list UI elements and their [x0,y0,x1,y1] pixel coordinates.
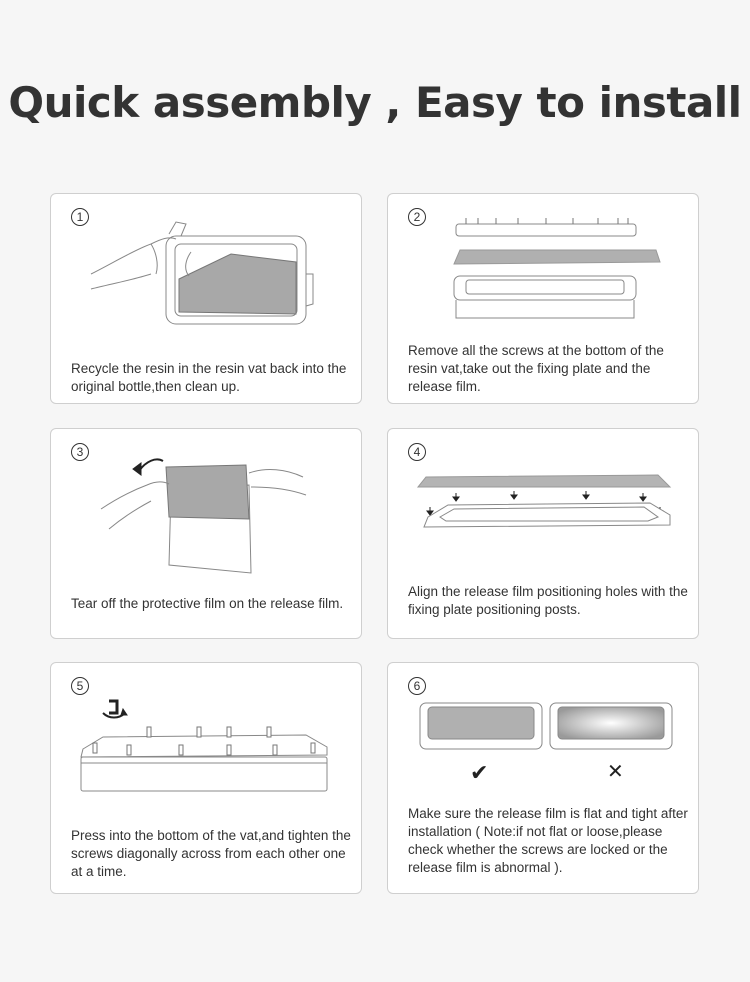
step-number-4: 4 [408,443,426,461]
step-number-5: 5 [71,677,89,695]
step-card-6 [387,662,699,894]
step-card-3 [50,428,362,639]
align-film-illustration [388,429,700,549]
flat-vs-loose-illustration [388,663,700,753]
resin-vat-pour-illustration [51,194,363,354]
step-text-2: Remove all the screws at the bottom of the resin vat,take out the fixing plate and the release film. [408,343,664,394]
correct-mark-icon: ✔ [470,761,489,786]
step-text-6: Make sure the release film is flat and tight after installation ( Note:if not flat or loose,please check whether the screws are locked or the release film is abnormal ). [408,806,688,875]
step-card-4 [387,428,699,639]
step-text-1: Recycle the resin in the resin vat back into the original bottle,then clean up. [71,361,347,394]
step-text-5: Press into the bottom of the vat,and tighten the screws diagonally across from each other one at a time. [71,828,351,879]
step-number-3: 3 [71,443,89,461]
step-card-2 [387,193,699,404]
wrong-mark-icon: ✕ [607,759,624,783]
step-number-1: 1 [71,208,89,226]
step-text-4: Align the release film positioning holes with the fixing plate positioning posts. [408,584,688,617]
step-number-6: 6 [408,677,426,695]
disassembly-illustration [388,194,700,334]
tighten-screws-illustration [51,663,363,803]
step-text-3: Tear off the protective film on the release film. [71,596,344,611]
page-title: Quick assembly , Easy to install [8,78,742,127]
step-card-5 [50,662,362,894]
step-card-1 [50,193,362,404]
step-number-2: 2 [408,208,426,226]
tear-protective-film-illustration [51,429,363,589]
